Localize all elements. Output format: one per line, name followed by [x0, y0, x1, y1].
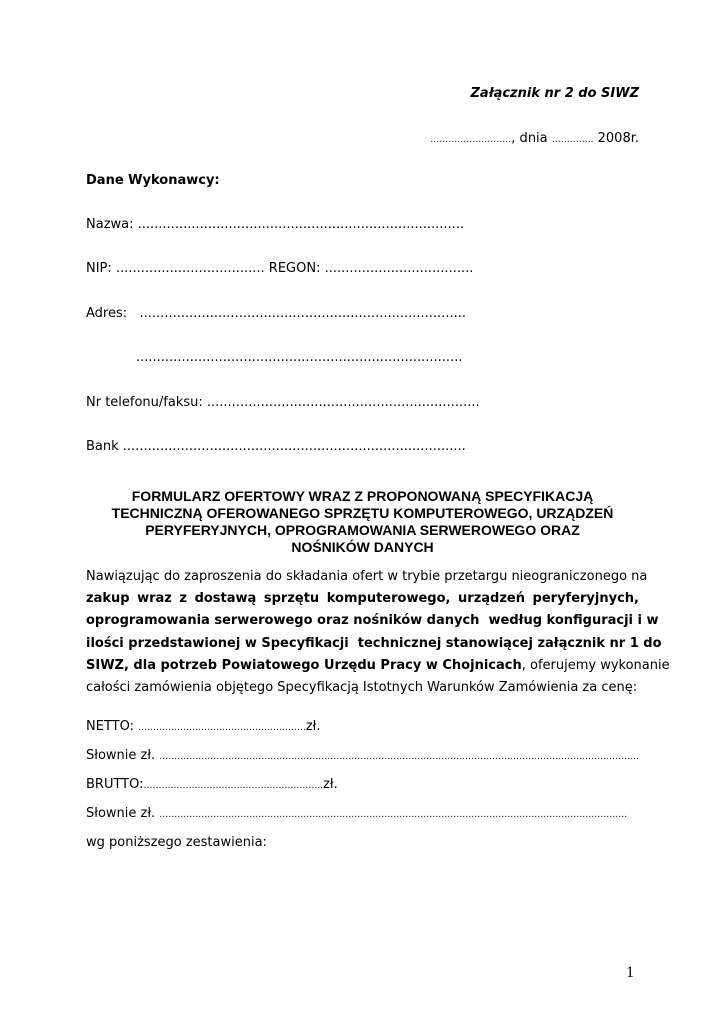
slownie-netto-dots: ……………………………………………………………………………………….……………………………………………………	[159, 752, 640, 762]
address-line-1: Adres: ...............................................................................	[86, 306, 466, 321]
brutto-line	[86, 777, 338, 792]
year-text: 2008r.	[593, 131, 639, 146]
contractor-heading: Dane Wykonawcy:	[86, 173, 220, 188]
annex-label: Załącznik nr 2 do SIWZ	[470, 86, 639, 101]
paragraph-line-6: całości zamówienia objętego Specyfikacją Istotnych Warunków Zamówienia za cenę:	[86, 679, 638, 695]
slownie-netto-label: Słownie zł.	[86, 748, 160, 763]
slownie-netto-line	[86, 748, 639, 763]
brutto-unit: zł.	[323, 777, 338, 792]
netto-dots: ……………………………………..…………	[138, 723, 306, 733]
breakdown-intro: wg poniższego zestawienia:	[86, 835, 267, 850]
form-title-line-1: FORMULARZ OFERTOWY WRAZ Z PROPONOWANĄ SPECYFIKACJĄ	[131, 488, 594, 504]
dnia-text: , dnia	[511, 131, 552, 146]
name-line: Nazwa: ...............................................................................	[86, 217, 465, 232]
form-title-line-3: PERYFERYJNYCH, OPROGRAMOWANIA SERWEROWEGO ORAZ	[145, 522, 580, 538]
paragraph-line-2: zakup wraz z dostawą sprzętu komputerowego, urządzeń peryferyjnych,	[86, 591, 639, 607]
paragraph-line-5-rest: , oferujemy wykonanie	[521, 657, 670, 673]
netto-line	[86, 719, 321, 734]
page-number: 1	[626, 964, 634, 981]
date-dots: …………..	[551, 135, 594, 145]
paragraph-line-5	[86, 655, 670, 677]
place-dots: ………………………	[430, 135, 512, 145]
brutto-label: BRUTTO:	[86, 777, 144, 792]
paragraph-line-1: Nawiązując do zaproszenia do składania ofert w trybie przetargu nieograniczonego na	[86, 569, 648, 584]
form-title-line-2: TECHNICZNĄ OFEROWANEGO SPRZĘTU KOMPUTEROWEGO, URZĄDZEŃ	[111, 505, 614, 521]
netto-unit: zł.	[305, 719, 321, 734]
paragraph-line-5-bold: SIWZ, dla potrzeb Powiatowego Urzędu Pracy w Chojnicach	[86, 657, 522, 673]
netto-label: NETTO:	[86, 719, 139, 734]
nip-regon-line: NIP: .................................... REGON: ....................................	[86, 261, 474, 276]
form-title	[86, 488, 639, 556]
slownie-brutto-dots: …………………………………………………………………………………………………………………………………………	[159, 810, 628, 820]
slownie-brutto-label: Słownie zł.	[86, 806, 160, 821]
paragraph-line-3: oprogramowania serwerowego oraz nośników danych według konfiguracji i w	[86, 613, 659, 629]
phone-line: Nr telefonu/faksu: ..................................................................	[86, 395, 480, 410]
offer-paragraph	[86, 566, 670, 699]
form-title-line-4: NOŚNIKÓW DANYCH	[291, 539, 434, 555]
date-line	[430, 131, 639, 146]
bank-line: Bank ...................................................................................	[86, 439, 466, 454]
slownie-brutto-line	[86, 806, 627, 821]
address-line-2: ...............................................................................	[136, 350, 463, 365]
brutto-dots: ……………………………………….…………..	[143, 781, 324, 791]
paragraph-line-4: ilości przedstawionej w Specyfikacji technicznej stanowiącej załącznik nr 1 do	[86, 635, 662, 651]
